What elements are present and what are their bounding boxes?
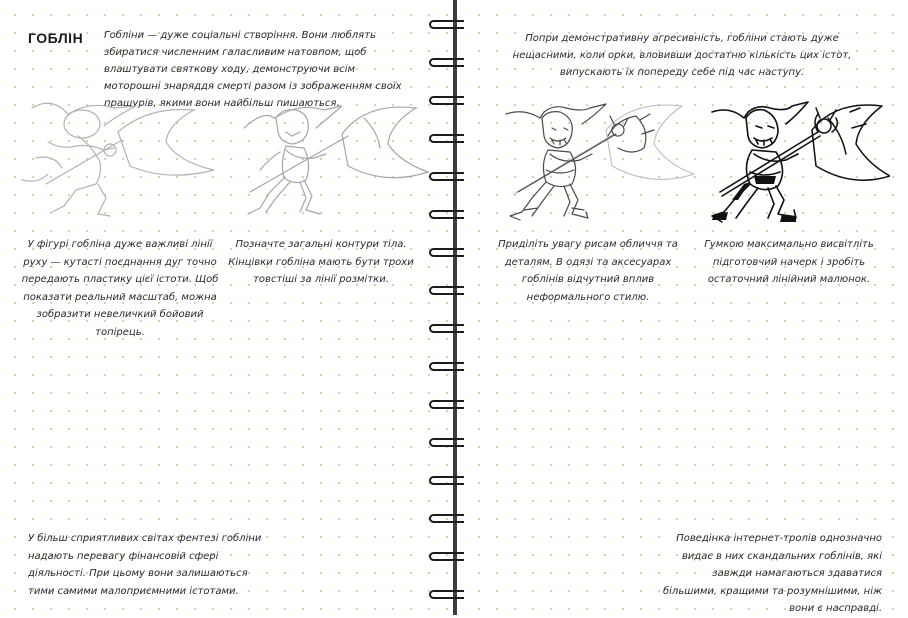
footer-note-left: У більш сприятливих світах фентезі гобліни надають перевагу фінансовій сфері діяльності. При цьому вони залишаються тими самими малоприємними істотами. [28,533,262,597]
step-4-caption: Гумкою максимально висвітліть підготовчий начерк і зробіть остаточний лінійний малюнок. [704,239,874,285]
goblin-final-drawing [700,92,890,228]
intro-text-right: Попри демонстративну агресивність, гобліни стають дуже нещасними, коли орки, вловивши достатню кількість цих істот, випускають їх попереду себе під час наступу. [512,33,852,78]
left-page [0,0,448,615]
page-title: ГОБЛІН [28,30,84,46]
goblin-sketch-step-3 [494,90,694,230]
goblin-sketch-step-2 [230,88,430,228]
step-1-caption: У фігурі гобліна дуже важливі лінії руху — кутасті поєднання дуг точно передають пластику цієї істоти. Щоб показати реальний масштаб, можна зобразити невеличкий бойовий топірець. [21,239,219,338]
footer-note-right: Поведінка інтернет-тролів однозначно видає в них скандальних гоблінів, які завжди намагаються здаватися більшими, кращими та розумнішими, ніж вони є насправді. [662,533,882,614]
step-2-caption: Позначте загальні контури тіла. Кінцівки гобліна мають бути трохи товстіші за лінії розмітки. [228,239,414,285]
step-3-caption: Приділіть увагу рисам обличчя та деталям. В одязі та аксесуарах гоблінів відчутний вплив неформального стилю. [498,239,678,303]
goblin-sketch-step-1 [18,88,218,228]
intro-text-left: Гобліни — дуже соціальні створіння. Вони люблять збиратися численним галасливим натовпом, щоб влаштувати святкову ходу, демонструючи всім моторошні знаряддя смерті разом із зображенням своїх пращурів, якими вони найбільш пишаються. [104,30,402,109]
